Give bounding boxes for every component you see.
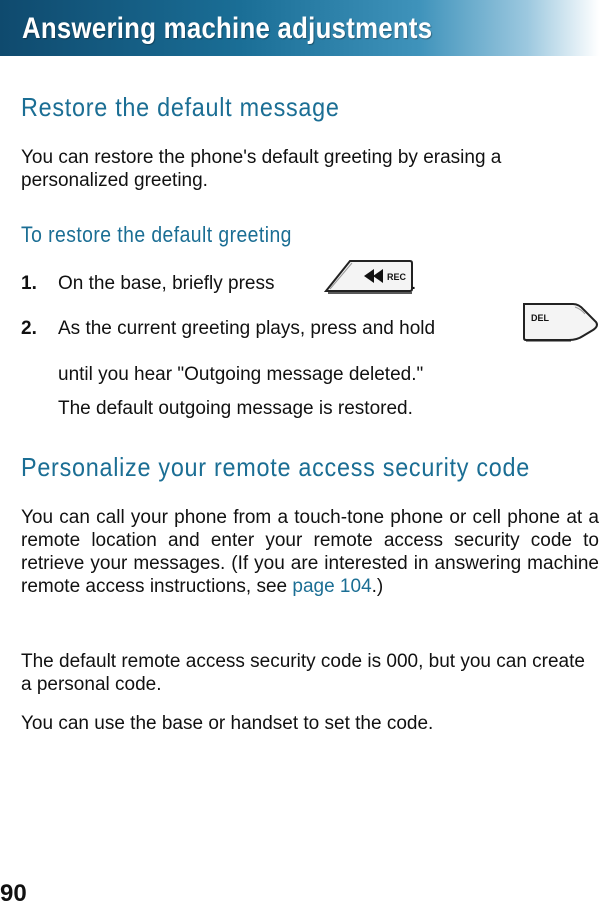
security-code-paragraph-2: The default remote access security code is 000, but you can create a personal code. (21, 651, 585, 695)
security-code-paragraph-1 (21, 506, 599, 598)
header-bar (0, 0, 599, 56)
section-heading-security-code: Personalize your remote access security code (21, 452, 530, 482)
rec-key-label: REC (387, 272, 407, 282)
delete-key-icon (521, 300, 599, 347)
page-104-link[interactable]: page 104 (292, 576, 372, 597)
page-number: 90 (0, 880, 27, 907)
step-number: 1. (21, 273, 37, 294)
step-1-text (58, 273, 275, 295)
security-code-paragraph-3: You can use the base or handset to set the code. (21, 713, 434, 734)
step-2-continuation: until you hear "Outgoing message deleted." (58, 364, 424, 385)
section-heading-restore: Restore the default message (21, 92, 340, 122)
rewind-rec-key-icon (324, 258, 416, 299)
step-1-period: . (411, 273, 417, 294)
paragraph-text: You can call your phone from a touch-tone phone or cell phone at a remote location and enter your remote access security code to retrieve your messages. (If you are interested in answering machine remote access instructions, see (21, 507, 599, 597)
subheading-restore-steps: To restore the default greeting (21, 222, 292, 247)
step-1-label: On the base, briefly press (58, 273, 275, 294)
step-number: 2. (21, 318, 37, 339)
step-2-result: The default outgoing message is restored. (58, 398, 413, 419)
page-title: Answering machine adjustments (22, 12, 433, 45)
paragraph-text-end: .) (371, 576, 384, 597)
del-key-label: DEL (531, 313, 549, 323)
step-2-text: As the current greeting plays, press and hold (58, 318, 436, 339)
restore-description: You can restore the phone's default greeting by erasing a personalized greeting. (21, 147, 502, 191)
